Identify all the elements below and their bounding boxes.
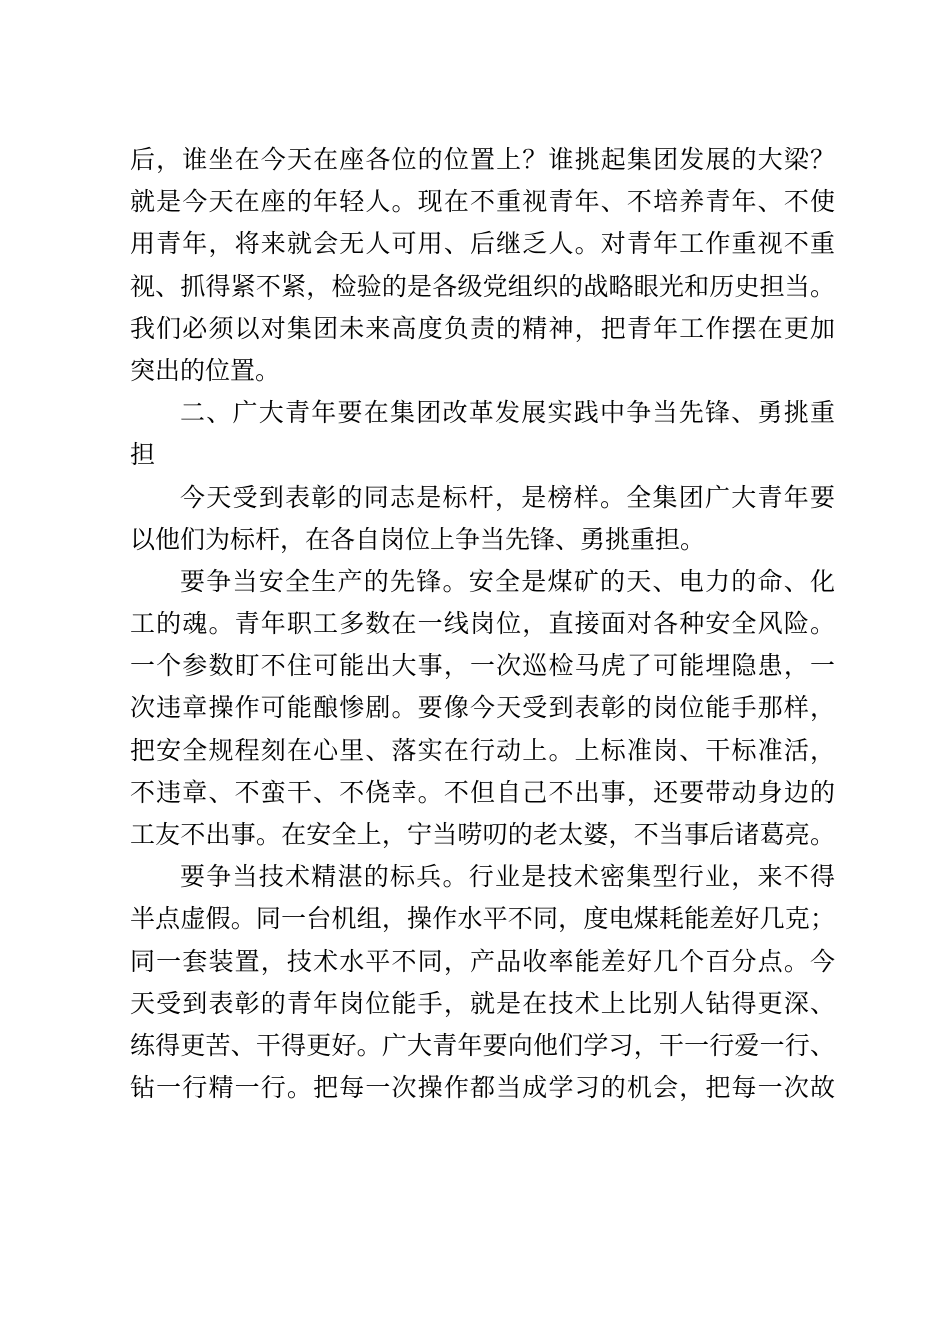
text-line: 工友不出事。在安全上，宁当唠叨的老太婆，不当事后诸葛亮。 xyxy=(130,820,835,849)
text-line: 我们必须以对集团未来高度负责的精神，把青年工作摆在更加 xyxy=(130,313,835,343)
section-heading: 二、广大青年要在集团改革发展实践中争当先锋、勇挑重 xyxy=(180,398,835,428)
text-line: 练得更苦、干得更好。广大青年要向他们学习，干一行爱一行、 xyxy=(130,1030,835,1060)
text-line: 次违章操作可能酿惨剧。要像今天受到表彰的岗位能手那样， xyxy=(130,693,835,723)
text-line: 今天受到表彰的同志是标杆，是榜样。全集团广大青年要 xyxy=(180,482,835,512)
text-line: 视、抓得紧不紧，检验的是各级党组织的战略眼光和历史担当。 xyxy=(130,271,835,301)
text-line: 工的魂。青年职工多数在一线岗位，直接面对各种安全风险。 xyxy=(130,609,835,639)
body-text xyxy=(130,139,835,1109)
text-line: 把安全规程刻在心里、落实在行动上。上标准岗、干标准活， xyxy=(130,735,835,765)
text-line: 就是今天在座的年轻人。现在不重视青年、不培养青年、不使 xyxy=(130,187,835,217)
text-line: 钻一行精一行。把每一次操作都当成学习的机会，把每一次故 xyxy=(130,1073,835,1103)
text-line: 半点虚假。同一台机组，操作水平不同，度电煤耗能差好几克； xyxy=(130,904,835,934)
text-line: 突出的位置。 xyxy=(130,355,281,385)
text-line: 后，谁坐在今天在座各位的位置上？谁挑起集团发展的大梁？ xyxy=(130,145,835,174)
text-line: 一个参数盯不住可能出大事，一次巡检马虎了可能埋隐患，一 xyxy=(130,651,835,681)
text-line: 以他们为标杆，在各自岗位上争当先锋、勇挑重担。 xyxy=(130,524,706,554)
text-line: 天受到表彰的青年岗位能手，就是在技术上比别人钻得更深、 xyxy=(130,988,835,1018)
section-heading-continued: 担 xyxy=(130,440,156,470)
text-line: 要争当技术精湛的标兵。行业是技术密集型行业，来不得 xyxy=(180,862,835,892)
text-line: 要争当安全生产的先锋。安全是煤矿的天、电力的命、化 xyxy=(180,566,835,596)
text-line: 用青年，将来就会无人可用、后继乏人。对青年工作重视不重 xyxy=(130,229,835,259)
text-line: 不违章、不蛮干、不侥幸。不但自己不出事，还要带动身边的 xyxy=(130,777,835,807)
text-line: 同一套装置，技术水平不同，产品收率能差好几个百分点。今 xyxy=(130,946,835,976)
